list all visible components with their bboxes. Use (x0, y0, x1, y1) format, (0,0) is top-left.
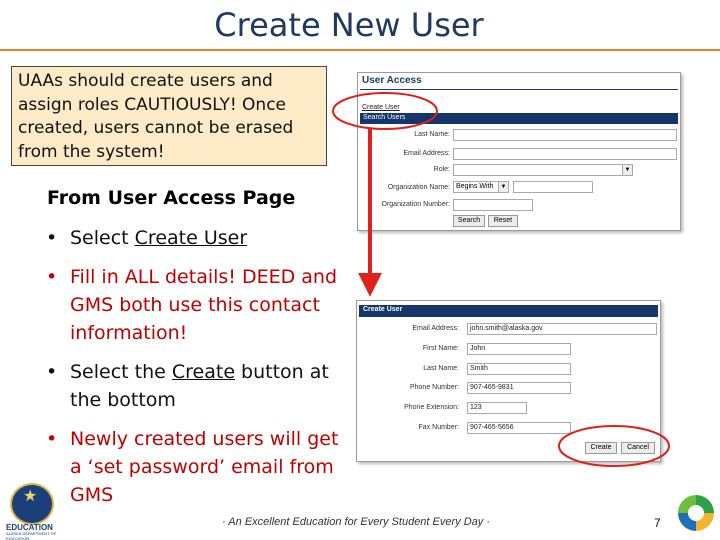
phone-number-field[interactable]: 907-465-9831 (467, 382, 571, 394)
last-name-field[interactable] (453, 129, 677, 141)
list-item: • Select Create User (46, 224, 346, 252)
phone-extension-field[interactable]: 123 (467, 402, 527, 414)
search-users-header: Search Users (360, 113, 678, 124)
email-field[interactable]: john.smith@alaska.gov (467, 323, 657, 335)
fax-number-label: Fax Number: (418, 424, 459, 431)
reset-button[interactable]: Reset (488, 215, 518, 227)
chevron-down-icon: ▼ (622, 165, 632, 175)
instruction-list (46, 224, 346, 520)
organization-number-label: Organization Number: (381, 201, 450, 208)
star-icon: ★ (23, 488, 38, 505)
organization-name-label: Organization Name: (387, 184, 450, 191)
organization-match-select[interactable]: Begins With ▼ (453, 181, 509, 193)
subheading: From User Access Page (47, 187, 296, 209)
caution-note: UAAs should create users and assign roles CAUTIOUSLY! Once created, users cannot be erased from the system! (11, 66, 327, 166)
phone-number-label: Phone Number: (409, 384, 459, 391)
cancel-button[interactable]: Cancel (621, 442, 655, 454)
first-name-field[interactable]: John (467, 343, 571, 355)
title-divider (0, 49, 720, 51)
create-user-header: Create User (359, 305, 658, 317)
list-item: • Select the Create button at the bottom (46, 358, 346, 414)
divider (360, 89, 678, 90)
create-user-screenshot (356, 300, 661, 462)
create-user-link[interactable]: Create User (362, 104, 400, 111)
phone-extension-label: Phone Extension: (404, 404, 459, 411)
email-label: Email Address: (412, 325, 459, 332)
create-user-link-text: Create User (134, 227, 248, 249)
email-label: Email Address: (403, 150, 450, 157)
footer-tagline: · An Excellent Education for Every Student Every Day · (222, 516, 490, 528)
swirl-logo-icon (674, 491, 718, 535)
user-access-title: User Access (362, 75, 422, 86)
organization-name-field[interactable] (513, 181, 593, 193)
page-number: 7 (654, 516, 661, 530)
email-field[interactable] (453, 148, 677, 160)
create-button-text: Create (171, 361, 236, 383)
last-name-label: Last Name: (414, 131, 450, 138)
list-item: • Fill in ALL details! DEED and GMS both use this contact information! (46, 263, 346, 347)
list-item: • Newly created users will get a ‘set password’ email from GMS (46, 425, 346, 509)
role-select[interactable] (453, 164, 633, 176)
last-name-field[interactable]: Smith (467, 363, 571, 375)
search-button[interactable]: Search (453, 215, 485, 227)
first-name-label: First Name: (422, 345, 459, 352)
create-button[interactable]: Create (585, 442, 617, 454)
slide-title: Create New User (214, 6, 484, 44)
organization-number-field[interactable] (453, 199, 533, 211)
role-label: Role: (433, 166, 450, 173)
education-logo: ★ EDUCATION ALASKA DEPARTMENT OF EDUCATION (4, 483, 62, 535)
user-access-screenshot (357, 72, 681, 231)
chevron-down-icon: ▼ (498, 182, 508, 192)
last-name-label: Last Name: (423, 365, 459, 372)
fax-number-field[interactable]: 907-465-5656 (467, 422, 571, 434)
